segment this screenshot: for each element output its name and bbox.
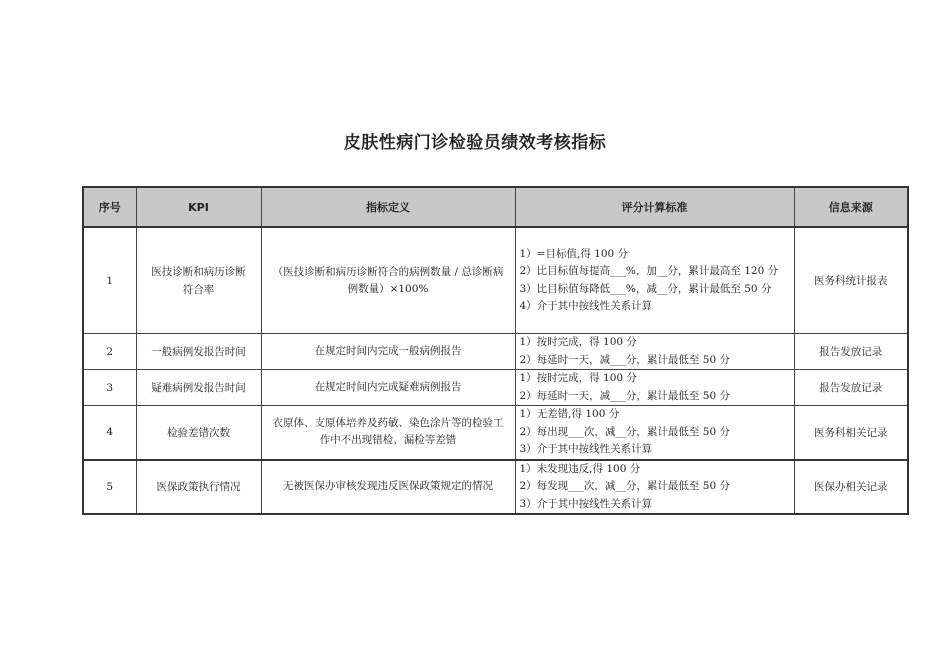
cell-seq: 1 [83,227,136,334]
cell-source: 医务科统计报表 [794,227,908,334]
cell-definition: （医技诊断和病历诊断符合的病例数量 / 总诊断病例数量）×100% [261,227,515,334]
criteria-line: 3）介于其中按线性关系计算 [519,443,653,455]
cell-criteria [515,460,794,515]
cell-source: 报告发放记录 [794,334,908,370]
cell-kpi: 疑难病例发报告时间 [136,370,261,406]
cell-definition: 无被医保办审核发现违反医保政策规定的情况 [261,460,515,515]
cell-definition: 在规定时间内完成一般病例报告 [261,334,515,370]
criteria-line: 1）=目标值,得 100 分 [519,247,629,260]
criteria-line: 4）介于其中按线性关系计算 [519,300,653,312]
cell-definition: 衣原体、支原体培养及药敏、染色涂片等的检验工作中不出现错检、漏检等差错 [261,406,515,460]
criteria-line: 2）每发现___次，减__分，累计最低至 50 分 [519,480,730,492]
criteria-line: 3）介于其中按线性关系计算 [519,497,653,510]
header-definition: 指标定义 [261,187,515,227]
criteria-line: 2）每延时一天，减___分，累计最低至 50 分 [519,353,730,366]
table-row [83,334,908,370]
cell-criteria [515,370,794,406]
table-header-row [83,187,908,227]
cell-criteria [515,334,794,370]
criteria-line: 1）无差错,得 100 分 [519,408,620,420]
header-source: 信息来源 [794,187,908,227]
table-row [83,460,908,515]
criteria-line: 3）比目标值每降低___%，减__分，累计最低至 50 分 [519,282,772,295]
cell-kpi: 一般病例发报告时间 [136,334,261,370]
document-title: 皮肤性病门诊检验员绩效考核指标 [343,133,607,153]
cell-definition: 在规定时间内完成疑难病例报告 [261,370,515,406]
cell-source: 医保办相关记录 [794,460,908,515]
criteria-line: 1）按时完成，得 100 分 [519,372,637,384]
table-row [83,370,908,406]
cell-source: 医务科相关记录 [794,406,908,460]
cell-seq: 2 [83,334,136,370]
kpi-table [82,186,909,515]
criteria-line: 1）未发现违反,得 100 分 [519,462,641,475]
cell-kpi: 医保政策执行情况 [136,460,261,515]
header-kpi: KPI [136,187,261,227]
cell-source: 报告发放记录 [794,370,908,406]
criteria-line: 2）比目标值每提高___%，加__分，累计最高至 120 分 [519,265,779,277]
cell-kpi: 检验差错次数 [136,406,261,460]
cell-criteria [515,227,794,334]
table-row [83,227,908,334]
header-seq: 序号 [83,187,136,227]
criteria-line: 1）按时完成，得 100 分 [519,336,637,348]
cell-criteria [515,406,794,460]
criteria-line: 2）每出现___次，减__分，累计最低至 50 分 [519,425,730,438]
cell-seq: 4 [83,406,136,460]
cell-seq: 5 [83,460,136,515]
cell-kpi: 医技诊断和病历诊断符合率 [136,227,261,334]
criteria-line: 2）每延时一天，减___分，累计最低至 50 分 [519,389,730,402]
cell-seq: 3 [83,370,136,406]
header-criteria: 评分计算标准 [515,187,794,227]
table-row [83,406,908,460]
